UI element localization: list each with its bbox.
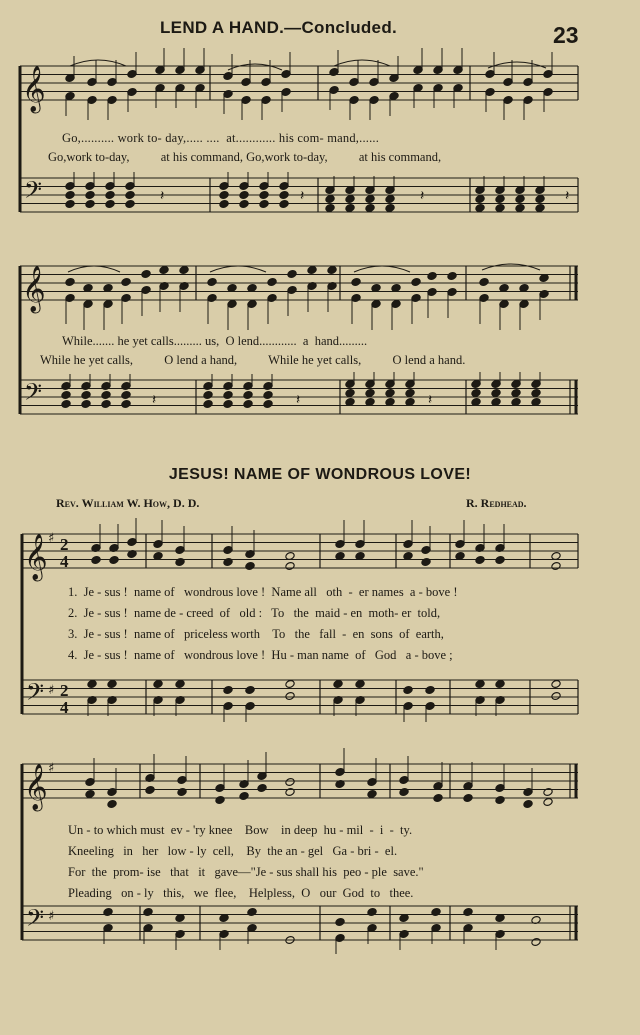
- note-head: [121, 278, 131, 287]
- time-signature-top: 2: [60, 535, 69, 554]
- note-head: [327, 266, 337, 275]
- note-head: [107, 680, 117, 689]
- note-head: [385, 389, 395, 398]
- note-head: [223, 400, 233, 409]
- slur: [334, 60, 390, 66]
- note-head: [65, 191, 75, 200]
- note-head: [531, 938, 541, 947]
- note-head: [203, 400, 213, 409]
- note-head: [207, 278, 217, 287]
- page-header-title: LEND A HAND.—Concluded.: [160, 18, 398, 37]
- slur: [482, 264, 540, 270]
- note-head: [403, 686, 413, 695]
- note-head: [355, 680, 365, 689]
- note-head: [243, 391, 253, 400]
- note-head: [121, 400, 131, 409]
- note-head: [351, 278, 361, 287]
- rest-icon: 𝄽: [160, 188, 165, 204]
- note-head: [325, 204, 335, 213]
- note-head: [535, 204, 545, 213]
- note-head: [495, 204, 505, 213]
- note-head: [175, 680, 185, 689]
- note-head: [239, 200, 249, 209]
- note-head: [223, 558, 233, 567]
- slur: [210, 266, 266, 272]
- slur: [228, 64, 282, 70]
- treble-clef-icon: 𝄞: [22, 266, 46, 312]
- note-head: [475, 556, 485, 565]
- note-head: [433, 794, 443, 803]
- note-head: [495, 796, 505, 805]
- note-head: [87, 680, 97, 689]
- note-head: [425, 686, 435, 695]
- note-head: [105, 191, 115, 200]
- note-head: [463, 794, 473, 803]
- note-head: [85, 200, 95, 209]
- note-head: [523, 800, 533, 809]
- verse-line: 4. Je - sus ! name of wondrous love ! Hu - man name of God a - bove ;: [68, 648, 453, 662]
- note-head: [121, 391, 131, 400]
- note-head: [141, 270, 151, 279]
- note-head: [107, 800, 117, 809]
- note-head: [125, 191, 135, 200]
- note-head: [101, 400, 111, 409]
- note-head: [427, 272, 437, 281]
- note-head: [285, 788, 295, 797]
- sharp-icon: ♯: [48, 531, 55, 546]
- note-head: [333, 680, 343, 689]
- note-head: [85, 790, 95, 799]
- note-head: [175, 558, 185, 567]
- note-head: [411, 278, 421, 287]
- note-head: [495, 556, 505, 565]
- note-head: [245, 562, 255, 571]
- note-head: [279, 200, 289, 209]
- slur: [70, 60, 126, 66]
- note-head: [471, 389, 481, 398]
- note-head: [239, 191, 249, 200]
- rest-icon: 𝄽: [428, 392, 433, 408]
- rest-icon: 𝄽: [565, 188, 570, 204]
- note-head: [345, 204, 355, 213]
- note-head: [247, 908, 257, 917]
- note-head: [101, 391, 111, 400]
- note-head: [85, 191, 95, 200]
- note-head: [491, 389, 501, 398]
- page-number: 23: [553, 22, 579, 48]
- note-head: [511, 389, 521, 398]
- note-head: [531, 389, 541, 398]
- rest-icon: 𝄽: [300, 188, 305, 204]
- hymn-composer: R. Redhead.: [466, 496, 527, 510]
- note-head: [239, 792, 249, 801]
- note-head: [109, 556, 119, 565]
- rest-icon: 𝄽: [296, 392, 301, 408]
- note-head: [219, 200, 229, 209]
- verse-line: Pleading on - ly this, we flee, Helpless, O our God to thee.: [68, 886, 414, 900]
- note-head: [551, 680, 561, 689]
- note-head: [179, 266, 189, 275]
- note-head: [263, 391, 273, 400]
- note-head: [385, 204, 395, 213]
- note-head: [223, 686, 233, 695]
- sharp-icon: ♯: [48, 683, 55, 698]
- bass-clef-icon: 𝄢: [24, 378, 43, 411]
- note-head: [203, 391, 213, 400]
- note-head: [91, 556, 101, 565]
- note-head: [259, 200, 269, 209]
- bass-clef-icon: 𝄢: [26, 678, 45, 711]
- note-head: [345, 195, 355, 204]
- verse-line: 1. Je - sus ! name of wondrous love ! Name all oth - er names a - bove !: [68, 585, 458, 599]
- note-head: [365, 195, 375, 204]
- note-head: [535, 195, 545, 204]
- note-head: [287, 270, 297, 279]
- note-head: [475, 204, 485, 213]
- note-head: [243, 400, 253, 409]
- verse-line: Kneeling in her low - ly cell, By the an - gel Ga - bri - el.: [68, 844, 398, 858]
- treble-clef-icon: 𝄞: [24, 764, 48, 810]
- note-head: [365, 204, 375, 213]
- note-head: [495, 195, 505, 204]
- note-head: [475, 680, 485, 689]
- time-signature-bottom: 4: [60, 698, 69, 717]
- verse-line: 3. Je - sus ! name of priceless worth To the fall - en sons of earth,: [68, 627, 444, 641]
- time-signature-top: 2: [60, 681, 69, 700]
- note-head: [257, 784, 267, 793]
- hymn-title: JESUS! NAME OF WONDROUS LOVE!: [168, 466, 472, 483]
- verse-line: For the prom- ise that it gave—"Je - sus shall his peo - ple save.": [68, 865, 424, 879]
- note-head: [405, 389, 415, 398]
- note-head: [543, 798, 553, 807]
- treble-clef-icon: 𝄞: [24, 534, 48, 580]
- note-head: [125, 200, 135, 209]
- note-head: [61, 391, 71, 400]
- note-head: [285, 778, 295, 787]
- note-head: [65, 278, 75, 287]
- note-head: [285, 680, 295, 689]
- rest-icon: 𝄽: [152, 392, 157, 408]
- note-head: [551, 692, 561, 701]
- note-head: [285, 692, 295, 701]
- note-head: [307, 266, 317, 275]
- note-head: [159, 266, 169, 275]
- note-head: [259, 191, 269, 200]
- note-head: [103, 908, 113, 917]
- note-head: [463, 908, 473, 917]
- note-head: [245, 686, 255, 695]
- note-head: [515, 195, 525, 204]
- note-head: [105, 200, 115, 209]
- slur: [354, 266, 410, 272]
- note-head: [65, 200, 75, 209]
- note-head: [177, 788, 187, 797]
- note-head: [495, 680, 505, 689]
- hymn-author: Rev. William W. How, D. D.: [56, 496, 200, 510]
- note-head: [61, 400, 71, 409]
- note-head: [367, 790, 377, 799]
- note-head: [143, 908, 153, 917]
- section1-lyric-line1: Go,.......... work to- day,..... .... at............ his com- mand,......: [62, 131, 380, 145]
- note-head: [367, 908, 377, 917]
- note-head: [479, 278, 489, 287]
- note-head: [385, 195, 395, 204]
- note-head: [219, 191, 229, 200]
- note-head: [421, 558, 431, 567]
- note-head: [267, 278, 277, 287]
- bass-clef-icon: 𝄢: [24, 176, 43, 209]
- sharp-icon: ♯: [48, 761, 55, 776]
- bass-clef-icon: 𝄢: [26, 904, 45, 937]
- verse-line: 2. Je - sus ! name de - creed of old : To the maid - en moth- er told,: [68, 606, 441, 620]
- note-head: [399, 788, 409, 797]
- sharp-icon: ♯: [48, 909, 55, 924]
- note-head: [475, 195, 485, 204]
- note-head: [543, 788, 553, 797]
- note-head: [345, 389, 355, 398]
- slur: [68, 266, 120, 272]
- note-head: [223, 391, 233, 400]
- note-head: [81, 391, 91, 400]
- note-head: [447, 272, 457, 281]
- note-head: [325, 195, 335, 204]
- note-head: [145, 786, 155, 795]
- note-head: [365, 389, 375, 398]
- note-head: [285, 562, 295, 571]
- treble-clef-icon: 𝄞: [22, 66, 46, 112]
- note-head: [515, 204, 525, 213]
- rest-icon: 𝄽: [420, 188, 425, 204]
- note-head: [335, 918, 345, 927]
- note-head: [279, 191, 289, 200]
- note-head: [551, 562, 561, 571]
- verse-line: Un - to which must ev - 'ry knee Bow in deep hu - mil - i - ty.: [68, 823, 413, 837]
- time-signature-bottom: 4: [60, 552, 69, 571]
- note-head: [153, 680, 163, 689]
- slur: [488, 62, 546, 68]
- section1-lyric-line2: Go,work to-day, at his command, Go,work to-day, at his command,: [48, 150, 442, 164]
- note-head: [431, 908, 441, 917]
- note-head: [81, 400, 91, 409]
- section2-lyric-line2: While he yet calls, O lend a hand, While he yet calls, O lend a hand.: [40, 353, 466, 367]
- note-head: [215, 796, 225, 805]
- note-head: [263, 400, 273, 409]
- section2-lyric-line1: While....... he yet calls......... us, O lend............ a hand.........: [62, 334, 368, 348]
